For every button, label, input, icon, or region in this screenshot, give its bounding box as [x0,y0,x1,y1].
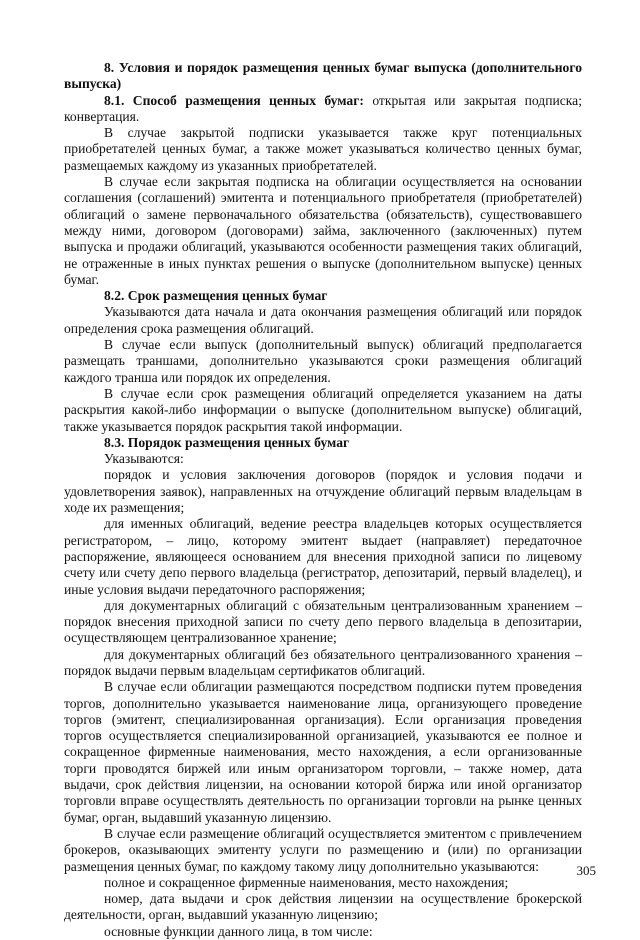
section-8-heading: 8. Условия и порядок размещения ценных бумаг выпуска (дополнительного выпуска) [64,60,582,92]
tranches-paragraph: В случае если выпуск (дополнительный выпуск) облигаций предполагается размещать траншами, дополнительно указываются сроки размещения облигаций каждого транша или порядок их определения. [64,337,582,385]
specified-paragraph: Указываются: [104,451,184,467]
license-paragraph: номер, дата выдачи и срок действия лицензии на осуществление брокерской деятельности, орган, выдавший указанную лицензию; [64,891,582,923]
closed-bonds-paragraph: В случае если закрытая подписка на облигации осуществляется на основании соглашения (соглашений) эмитента и потенциального приобретателя (приобретателей) облигаций о замене первоначального обязательства (обязательств), существовавшего между ними, договором (договорами) займа, заключенного (заключенных) путем выпуска и продажи облигаций, указываются особенности размещения таких облигаций, не отраженные в иных пунктах решения о выпуске (дополнительном выпуске) ценных бумаг. [64,174,582,287]
section-8-1-text: открытая или закрытая подписка; конвертация. [64,92,582,124]
names-paragraph: полное и сокращенное фирменные наименования, место нахождения; [104,874,509,890]
contracts-paragraph: порядок и условия заключения договоров (порядок и условия подачи и удовлетворения заявок), направленных на отчуждение облигаций первым владельцам в ходе их размещения; [64,467,582,516]
closed-subscription-paragraph: В случае закрытой подписки указывается также круг потенциальных приобретателей ценных бумаг, а также может указываться количество ценных бумаг, размещаемых каждому из указанных приобретателей. [64,125,582,173]
page-number: 305 [576,863,596,878]
dates-paragraph: Указываются дата начала и дата окончания размещения облигаций или порядок определения срока размещения облигаций. [64,304,582,336]
section-8-1-title: 8.1. Способ размещения ценных бумаг: [104,92,364,108]
section-8-3-title: 8.3. Порядок размещения ценных бумаг [104,434,350,450]
disclosure-paragraph: В случае если срок размещения облигаций определяется указанием на даты раскрытия какой-либо информации о выпуске (дополнительном выпуске) облигаций, также указывается порядок раскрытия такой информации. [64,385,582,434]
functions-paragraph: основные функции данного лица, в том числе: [104,923,373,939]
section-8-2-title: 8.2. Срок размещения ценных бумаг [104,288,328,304]
registered-bonds-paragraph: для именных облигаций, ведение реестра владельцев которых осуществляется регистратором, – лицо, которому эмитент выдает (направляет) передаточное распоряжение, являющееся основанием для внесения приходной записи по лицевому счету или счету депо первого владельца (регистратор, депозитарий, первый владелец), и иные условия выдачи передаточного распоряжения; [64,516,582,597]
section-8-1-paragraph [64,93,582,126]
auction-paragraph: В случае если облигации размещаются посредством подписки путем проведения торгов, дополнительно указывается наименование лица, организующего проведение торгов (эмитент, специализированная организация). Если организация проведения торгов осуществляется специализированной организацией, указываются ее полное и сокращенное фирменные наименования, место нахождения, а если организованные торги проводятся биржей или иным организатором торговли, – также номер, дата выдачи, срок действия лицензии, на основании которой биржа или иной организатор торговли вправе осуществлять деятельность по организации торговли на рынке ценных бумаг, орган, выдавший указанную лицензию. [64,679,582,825]
brokers-paragraph: В случае если размещение облигаций осуществляется эмитентом с привлечением брокеров, оказывающих эмитенту услуги по размещению и (или) по организации размещения ценных бумаг, по каждому такому лицу дополнительно указываются: [64,825,582,874]
documentary-central-paragraph: для документарных облигаций с обязательным централизованным хранением – порядок внесения приходной записи по счету депо первого владельца в депозитарии, осуществляющем централизованное хранение; [64,597,582,646]
documentary-no-central-paragraph: для документарных облигаций без обязательного централизованного хранения – порядок выдачи первым владельцам сертификатов облигаций. [64,646,582,678]
